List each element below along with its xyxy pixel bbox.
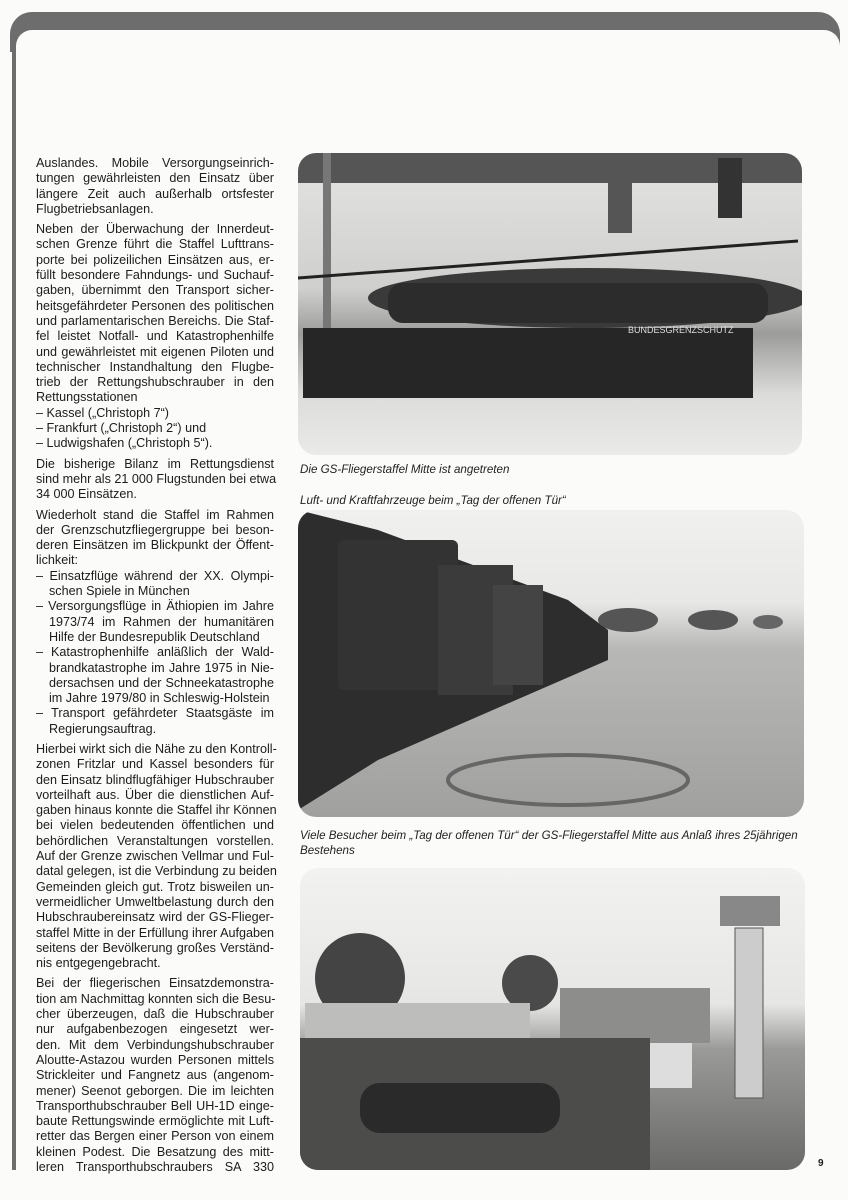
text-line: Strickleiter und Fangnetz aus (angenom-	[36, 1068, 274, 1083]
caption-photo3: Viele Besucher beim „Tag der offenen Tür“ der GS-Fliegerstaffel Mitte aus Anlaß ihres 25jährigen Bestehens	[300, 829, 798, 857]
text-line: heitsgefährdeter Personen des politischen	[36, 298, 274, 313]
text-line: – Ludwigshafen („Christoph 5“).	[36, 436, 213, 451]
text-line: – Transport gefährdeter Staatsgäste im	[36, 706, 274, 721]
paragraph	[36, 222, 274, 451]
text-line: Rettungsstationen	[36, 390, 138, 405]
paragraph	[36, 156, 274, 217]
text-line: – Versorgungsflüge in Äthiopien im Jahre	[36, 599, 274, 614]
text-line: Auf der Grenze zwischen Vellmar und Ful-	[36, 849, 274, 864]
text-line: behördlichen Veranstaltungen vorstellen.	[36, 833, 274, 848]
text-line: cher überzeugen, daß die Hubschrauber	[36, 1007, 274, 1022]
text-line: – Frankfurt („Christoph 2“) und	[36, 421, 207, 436]
caption-photo2: Luft- und Kraftfahrzeuge beim „Tag der offenen Tür“	[300, 494, 566, 507]
article-body	[36, 156, 277, 1180]
text-line: Neben der Überwachung der Innerdeut-	[36, 222, 274, 237]
text-line: den. Mit dem Verbindungshubschrauber	[36, 1037, 274, 1052]
text-line: bei vielen bedeutenden öffentlichen und	[36, 818, 274, 833]
text-line: und parlamentarischen Bereichs. Die Staf-	[36, 313, 274, 328]
text-line: Hierbei wirkt sich die Nähe zu den Kontroll-	[36, 741, 277, 756]
text-line: Hubschraubereinsatz wird der GS-Flieger-	[36, 910, 274, 925]
text-line: mener) Seenot geborgen. Die im leichten	[36, 1083, 274, 1098]
paragraph	[36, 508, 274, 737]
text-line: brandkatastrophe im Jahre 1975 in Nie-	[49, 660, 274, 675]
text-line: – Einsatzflüge während der XX. Olympi-	[36, 568, 274, 583]
text-line: sind mehr als 21 000 Flugstunden bei etwa	[36, 471, 277, 486]
text-line: tungen gewährleisten den Einsatz über	[36, 171, 274, 186]
paragraph	[36, 456, 277, 503]
text-line: füllt besondere Fahndungs- und Suchauf-	[36, 268, 274, 283]
caption-photo1: Die GS-Fliegerstaffel Mitte ist angetreten	[300, 463, 510, 476]
text-line: Regierungsauftrag.	[49, 721, 157, 736]
page-header-inner	[16, 30, 840, 70]
text-line: porte bei polizeilichen Einsätzen aus, er-	[36, 252, 274, 267]
text-line: retter das Bergen einer Person von einem	[36, 1129, 274, 1144]
text-line: tion am Nachmittag konnten sich die Besu-	[36, 991, 276, 1006]
photo-vehicles-helicopters	[298, 510, 804, 817]
text-line: datal gelegen, ist die Verbindung zu beiden	[36, 864, 277, 879]
text-line: Flugbetriebsanlagen.	[36, 201, 154, 216]
text-line: Hilfe der Bundesrepublik Deutschland	[49, 629, 260, 644]
text-line: Aloutte-Astazou wurden Personen mittels	[36, 1052, 274, 1067]
text-line: den Einsatz blindflugfähiger Hubschrauber	[36, 772, 274, 787]
text-line: vermeidlicher Umweltbelastung durch den	[36, 894, 274, 909]
text-line: gaben, übernimmt den Transport sicher-	[36, 283, 274, 298]
text-line: dersachsen und der Schneekatastrophe	[49, 675, 274, 690]
photo-tower-visitors	[300, 868, 805, 1170]
text-line: der Grenzschutzfliegergruppe bei beson-	[36, 522, 274, 537]
helicopter-marking: BUNDESGRENZSCHUTZ	[628, 325, 734, 335]
text-line: gaben hinaus konnte die Staffel ihr Können	[36, 803, 277, 818]
text-line: nur aufgabenbezogen eingesetzt wer-	[36, 1022, 274, 1037]
paragraph	[36, 976, 274, 1175]
text-line: zonen Fritzlar und Kassel besonders für	[36, 757, 274, 772]
text-line: Bei der fliegerischen Einsatzdemonstra-	[36, 976, 274, 991]
text-line: schen Spiele in München	[49, 584, 190, 599]
text-line: Die bisherige Bilanz im Rettungsdienst	[36, 456, 274, 471]
text-line: Gemeinden gleich gut. Trotz bisweilen un-	[36, 879, 274, 894]
text-line: 34 000 Einsätzen.	[36, 487, 137, 502]
text-line: Auslandes. Mobile Versorgungseinrich-	[36, 156, 274, 170]
paragraph	[36, 741, 277, 971]
text-line: baute Rettungswinde ermöglichte mit Luft-	[36, 1114, 274, 1129]
text-line: vorteilhaft aus. Über die dienstlichen Auf-	[36, 787, 274, 802]
page-number: 9	[818, 1158, 824, 1169]
text-line: und gewährleistet mit eigenen Piloten und	[36, 344, 274, 359]
text-line: seitens der Bevölkerung großes Verständ-	[36, 940, 274, 955]
text-line: schen Grenze führt die Staffel Lufttrans-	[36, 237, 274, 252]
text-line: leren Transporthubschraubers SA 330	[36, 1160, 274, 1174]
text-line: Transporthubschrauber Bell UH-1D einge-	[36, 1098, 274, 1113]
text-line: deren Einsätzen im Blickpunkt der Öffent-	[36, 538, 274, 553]
text-line: – Katastrophenhilfe anläßlich der Wald-	[36, 645, 274, 660]
text-line: kleinen Podest. Die Besatzung des mitt-	[36, 1144, 274, 1159]
text-line: 1973/74 im Rahmen der humanitären	[49, 614, 274, 629]
text-line: längere Zeit auch außerhalb ortsfester	[36, 186, 274, 201]
text-line: nis entgegengebracht.	[36, 956, 161, 971]
text-line: lichkeit:	[36, 553, 78, 568]
text-line: Wiederholt stand die Staffel im Rahmen	[36, 507, 274, 522]
text-line: – Kassel („Christoph 7“)	[36, 405, 169, 420]
text-line: trieb der Rettungshubschrauber in den	[36, 375, 274, 390]
text-line: technischer Instandhaltung den Flugbe-	[36, 359, 274, 374]
photo-hangar-formation	[298, 153, 802, 455]
left-margin-rule	[12, 40, 16, 1170]
text-line: staffel Mitte in der Erfüllung ihrer Aufgaben	[36, 925, 274, 940]
text-line: fel leistet Notfall- und Katastrophenhilfe	[36, 329, 274, 344]
text-line: im Jahre 1979/80 in Schleswig-Holstein	[49, 691, 270, 706]
